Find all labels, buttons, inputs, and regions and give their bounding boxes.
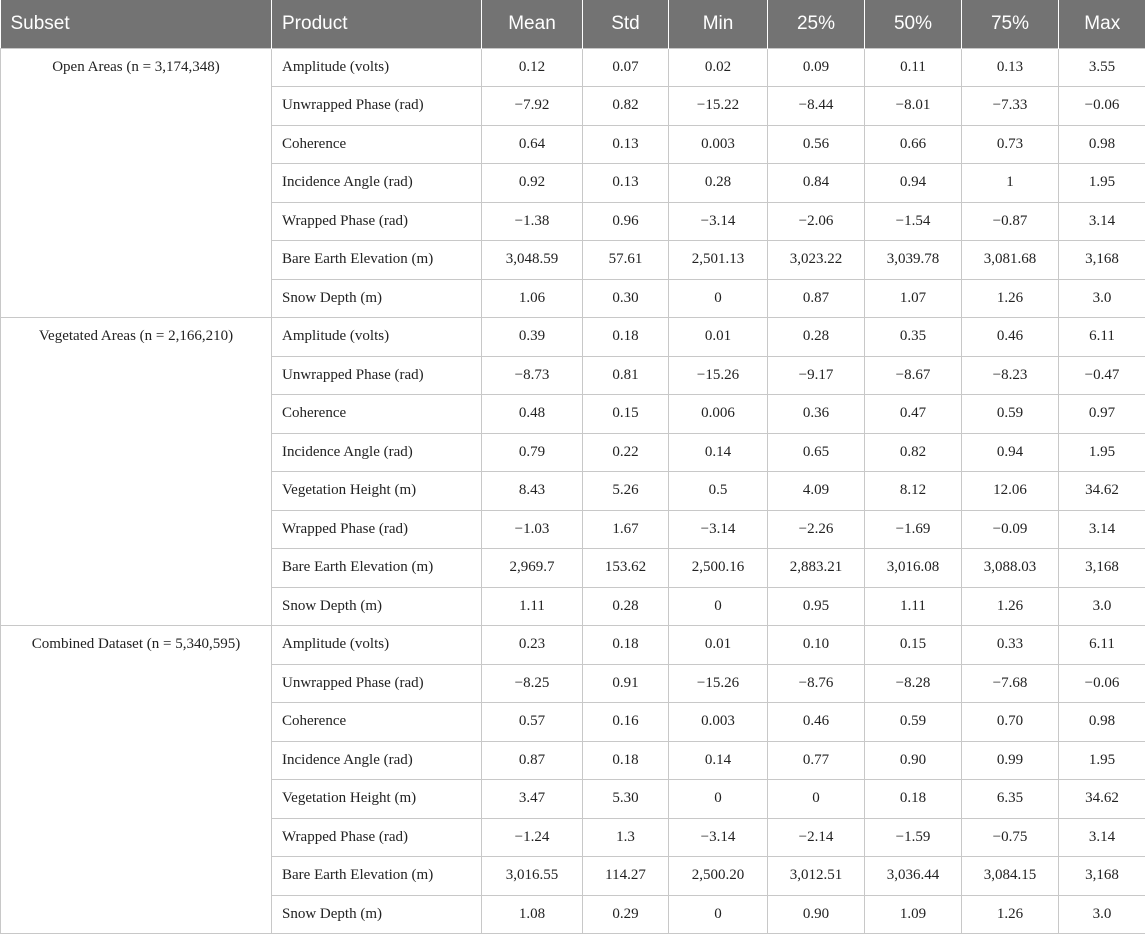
product-cell: Unwrapped Phase (rad) [272, 87, 482, 126]
p50-cell: 1.09 [865, 895, 962, 934]
p25-cell: −8.44 [768, 87, 865, 126]
p75-cell: 0.99 [962, 741, 1059, 780]
std-cell: 0.28 [583, 587, 669, 626]
std-cell: 153.62 [583, 549, 669, 588]
subset-cell: Vegetated Areas (n = 2,166,210) [1, 318, 272, 626]
p50-cell: 0.82 [865, 433, 962, 472]
column-header-subset: Subset [1, 0, 272, 48]
p75-cell: 1 [962, 164, 1059, 203]
p25-cell: 3,012.51 [768, 857, 865, 896]
mean-cell: 1.11 [482, 587, 583, 626]
column-header-75pct: 75% [962, 0, 1059, 48]
max-cell: 0.97 [1059, 395, 1145, 434]
p25-cell: 0.56 [768, 125, 865, 164]
p25-cell: 0.84 [768, 164, 865, 203]
product-cell: Snow Depth (m) [272, 279, 482, 318]
min-cell: −3.14 [669, 510, 768, 549]
mean-cell: −1.38 [482, 202, 583, 241]
min-cell: −15.26 [669, 356, 768, 395]
max-cell: 6.11 [1059, 626, 1145, 665]
mean-cell: 0.23 [482, 626, 583, 665]
p25-cell: 0.87 [768, 279, 865, 318]
product-cell: Coherence [272, 703, 482, 742]
p25-cell: 2,883.21 [768, 549, 865, 588]
std-cell: 0.18 [583, 626, 669, 665]
p50-cell: 0.90 [865, 741, 962, 780]
product-cell: Incidence Angle (rad) [272, 433, 482, 472]
mean-cell: −8.73 [482, 356, 583, 395]
max-cell: 3.55 [1059, 48, 1145, 87]
column-header-mean: Mean [482, 0, 583, 48]
std-cell: 0.81 [583, 356, 669, 395]
p50-cell: 3,036.44 [865, 857, 962, 896]
p75-cell: 0.59 [962, 395, 1059, 434]
mean-cell: 0.57 [482, 703, 583, 742]
p50-cell: −8.67 [865, 356, 962, 395]
column-header-max: Max [1059, 0, 1145, 48]
header-row [1, 0, 1145, 48]
p25-cell: 0.95 [768, 587, 865, 626]
p50-cell: 3,039.78 [865, 241, 962, 280]
max-cell: −0.47 [1059, 356, 1145, 395]
product-cell: Snow Depth (m) [272, 895, 482, 934]
p25-cell: 0.28 [768, 318, 865, 357]
p25-cell: −2.06 [768, 202, 865, 241]
max-cell: −0.06 [1059, 87, 1145, 126]
table-row [1, 48, 1145, 87]
min-cell: 0 [669, 895, 768, 934]
p50-cell: 0.11 [865, 48, 962, 87]
max-cell: 3.0 [1059, 895, 1145, 934]
column-header-25pct: 25% [768, 0, 865, 48]
std-cell: 0.13 [583, 164, 669, 203]
min-cell: 0.006 [669, 395, 768, 434]
p50-cell: 0.66 [865, 125, 962, 164]
min-cell: 0 [669, 780, 768, 819]
p25-cell: 0.77 [768, 741, 865, 780]
p75-cell: −7.33 [962, 87, 1059, 126]
product-cell: Bare Earth Elevation (m) [272, 857, 482, 896]
std-cell: 0.16 [583, 703, 669, 742]
mean-cell: 1.06 [482, 279, 583, 318]
product-cell: Wrapped Phase (rad) [272, 510, 482, 549]
mean-cell: −7.92 [482, 87, 583, 126]
product-cell: Amplitude (volts) [272, 48, 482, 87]
min-cell: 2,501.13 [669, 241, 768, 280]
product-cell: Wrapped Phase (rad) [272, 818, 482, 857]
min-cell: −3.14 [669, 202, 768, 241]
min-cell: 0 [669, 279, 768, 318]
min-cell: −15.26 [669, 664, 768, 703]
p25-cell: 0.46 [768, 703, 865, 742]
min-cell: 0.01 [669, 626, 768, 665]
std-cell: 1.3 [583, 818, 669, 857]
std-cell: 0.07 [583, 48, 669, 87]
std-cell: 0.91 [583, 664, 669, 703]
max-cell: 3.14 [1059, 818, 1145, 857]
product-cell: Incidence Angle (rad) [272, 164, 482, 203]
max-cell: 34.62 [1059, 780, 1145, 819]
max-cell: 3.14 [1059, 202, 1145, 241]
p50-cell: 1.07 [865, 279, 962, 318]
p50-cell: 0.15 [865, 626, 962, 665]
p25-cell: −9.17 [768, 356, 865, 395]
product-cell: Incidence Angle (rad) [272, 741, 482, 780]
p75-cell: −0.09 [962, 510, 1059, 549]
mean-cell: −1.03 [482, 510, 583, 549]
std-cell: 0.13 [583, 125, 669, 164]
mean-cell: 0.92 [482, 164, 583, 203]
product-cell: Coherence [272, 395, 482, 434]
p75-cell: 0.33 [962, 626, 1059, 665]
product-cell: Vegetation Height (m) [272, 472, 482, 511]
p50-cell: 0.18 [865, 780, 962, 819]
p25-cell: 0.36 [768, 395, 865, 434]
mean-cell: −1.24 [482, 818, 583, 857]
p25-cell: 3,023.22 [768, 241, 865, 280]
min-cell: 0.02 [669, 48, 768, 87]
p50-cell: 0.47 [865, 395, 962, 434]
std-cell: 0.96 [583, 202, 669, 241]
min-cell: 2,500.20 [669, 857, 768, 896]
std-cell: 57.61 [583, 241, 669, 280]
min-cell: −15.22 [669, 87, 768, 126]
mean-cell: 3,048.59 [482, 241, 583, 280]
std-cell: 1.67 [583, 510, 669, 549]
subset-cell: Open Areas (n = 3,174,348) [1, 48, 272, 318]
p25-cell: 0.10 [768, 626, 865, 665]
min-cell: 0.003 [669, 703, 768, 742]
product-cell: Unwrapped Phase (rad) [272, 356, 482, 395]
min-cell: −3.14 [669, 818, 768, 857]
table-row [1, 626, 1145, 665]
product-cell: Wrapped Phase (rad) [272, 202, 482, 241]
std-cell: 0.30 [583, 279, 669, 318]
std-cell: 5.26 [583, 472, 669, 511]
product-cell: Vegetation Height (m) [272, 780, 482, 819]
std-cell: 0.22 [583, 433, 669, 472]
mean-cell: 0.87 [482, 741, 583, 780]
mean-cell: 3,016.55 [482, 857, 583, 896]
max-cell: 3.14 [1059, 510, 1145, 549]
p75-cell: 0.46 [962, 318, 1059, 357]
column-header-50pct: 50% [865, 0, 962, 48]
p75-cell: 0.94 [962, 433, 1059, 472]
p75-cell: 0.13 [962, 48, 1059, 87]
table-row [1, 318, 1145, 357]
max-cell: 34.62 [1059, 472, 1145, 511]
p50-cell: −8.28 [865, 664, 962, 703]
column-header-product: Product [272, 0, 482, 48]
p25-cell: −2.26 [768, 510, 865, 549]
p75-cell: 6.35 [962, 780, 1059, 819]
mean-cell: 0.64 [482, 125, 583, 164]
p50-cell: −8.01 [865, 87, 962, 126]
max-cell: 1.95 [1059, 741, 1145, 780]
p50-cell: 3,016.08 [865, 549, 962, 588]
max-cell: 0.98 [1059, 703, 1145, 742]
p75-cell: 1.26 [962, 895, 1059, 934]
product-cell: Bare Earth Elevation (m) [272, 241, 482, 280]
product-cell: Bare Earth Elevation (m) [272, 549, 482, 588]
column-header-min: Min [669, 0, 768, 48]
product-cell: Snow Depth (m) [272, 587, 482, 626]
p50-cell: 0.35 [865, 318, 962, 357]
subset-cell: Combined Dataset (n = 5,340,595) [1, 626, 272, 934]
column-header-std: Std [583, 0, 669, 48]
p75-cell: 3,088.03 [962, 549, 1059, 588]
product-cell: Unwrapped Phase (rad) [272, 664, 482, 703]
min-cell: 0.5 [669, 472, 768, 511]
p75-cell: −0.87 [962, 202, 1059, 241]
product-cell: Amplitude (volts) [272, 626, 482, 665]
min-cell: 0 [669, 587, 768, 626]
std-cell: 0.82 [583, 87, 669, 126]
max-cell: −0.06 [1059, 664, 1145, 703]
p75-cell: 0.70 [962, 703, 1059, 742]
mean-cell: 3.47 [482, 780, 583, 819]
p75-cell: 1.26 [962, 279, 1059, 318]
p75-cell: 1.26 [962, 587, 1059, 626]
min-cell: 0.28 [669, 164, 768, 203]
std-cell: 114.27 [583, 857, 669, 896]
p25-cell: 0.09 [768, 48, 865, 87]
max-cell: 0.98 [1059, 125, 1145, 164]
product-cell: Coherence [272, 125, 482, 164]
p25-cell: 4.09 [768, 472, 865, 511]
max-cell: 3,168 [1059, 549, 1145, 588]
table-body [1, 48, 1145, 934]
min-cell: 0.14 [669, 433, 768, 472]
std-cell: 0.18 [583, 741, 669, 780]
p25-cell: −2.14 [768, 818, 865, 857]
p50-cell: −1.69 [865, 510, 962, 549]
mean-cell: −8.25 [482, 664, 583, 703]
std-cell: 0.18 [583, 318, 669, 357]
p50-cell: 8.12 [865, 472, 962, 511]
p75-cell: 3,084.15 [962, 857, 1059, 896]
min-cell: 0.14 [669, 741, 768, 780]
max-cell: 3,168 [1059, 241, 1145, 280]
p75-cell: −7.68 [962, 664, 1059, 703]
p75-cell: −8.23 [962, 356, 1059, 395]
max-cell: 1.95 [1059, 433, 1145, 472]
std-cell: 0.15 [583, 395, 669, 434]
mean-cell: 8.43 [482, 472, 583, 511]
min-cell: 2,500.16 [669, 549, 768, 588]
p75-cell: −0.75 [962, 818, 1059, 857]
p50-cell: −1.59 [865, 818, 962, 857]
p75-cell: 0.73 [962, 125, 1059, 164]
max-cell: 3,168 [1059, 857, 1145, 896]
mean-cell: 1.08 [482, 895, 583, 934]
p50-cell: −1.54 [865, 202, 962, 241]
p25-cell: 0 [768, 780, 865, 819]
p75-cell: 12.06 [962, 472, 1059, 511]
p50-cell: 1.11 [865, 587, 962, 626]
std-cell: 5.30 [583, 780, 669, 819]
product-cell: Amplitude (volts) [272, 318, 482, 357]
p25-cell: −8.76 [768, 664, 865, 703]
p25-cell: 0.90 [768, 895, 865, 934]
max-cell: 1.95 [1059, 164, 1145, 203]
mean-cell: 0.12 [482, 48, 583, 87]
p50-cell: 0.59 [865, 703, 962, 742]
min-cell: 0.003 [669, 125, 768, 164]
p25-cell: 0.65 [768, 433, 865, 472]
max-cell: 3.0 [1059, 587, 1145, 626]
mean-cell: 0.39 [482, 318, 583, 357]
p75-cell: 3,081.68 [962, 241, 1059, 280]
p50-cell: 0.94 [865, 164, 962, 203]
min-cell: 0.01 [669, 318, 768, 357]
max-cell: 6.11 [1059, 318, 1145, 357]
mean-cell: 2,969.7 [482, 549, 583, 588]
mean-cell: 0.48 [482, 395, 583, 434]
std-cell: 0.29 [583, 895, 669, 934]
max-cell: 3.0 [1059, 279, 1145, 318]
mean-cell: 0.79 [482, 433, 583, 472]
